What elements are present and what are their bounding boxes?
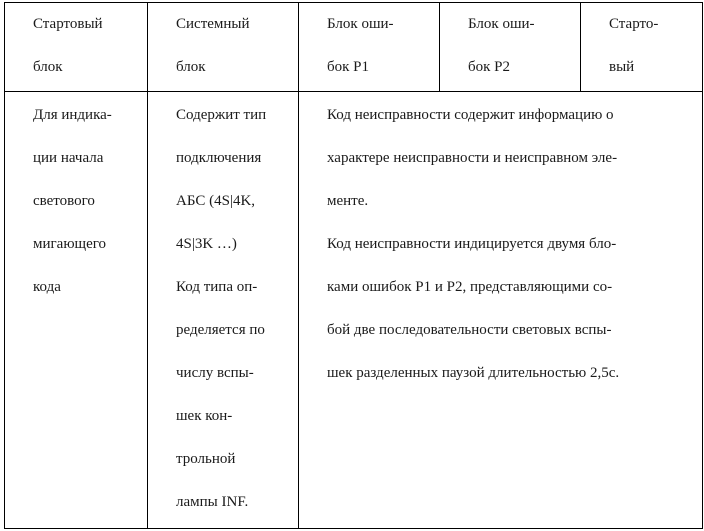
table-row [5,92,703,529]
header-system-block: Системный блок [148,3,299,92]
header-start-block: Стартовый блок [5,3,148,92]
header-error-block-p2: Блок оши- бок P2 [440,3,581,92]
header-start-block-2: Старто- вый [581,3,703,92]
cell-system-block: Содержит тип подключения АБС (4S|4K, 4S|3K …) Код типа оп- ределяется по числу вспы- шек кон- трольной лампы INF. [148,92,299,529]
header-row [5,3,703,92]
header-error-block-p1: Блок оши- бок P1 [299,3,440,92]
code-table [4,2,703,529]
cell-error-description: Код неисправности содержит информацию о характере неисправности и неисправном эле- менте. Код неисправности индицируется двумя бло- ками ошибок P1 и P2, представляющими со- бой две последовательности световых вспы- шек разделенных паузой длительностью 2,5с. [299,92,703,529]
cell-start-block: Для индика- ции начала светового мигающего кода [5,92,148,529]
